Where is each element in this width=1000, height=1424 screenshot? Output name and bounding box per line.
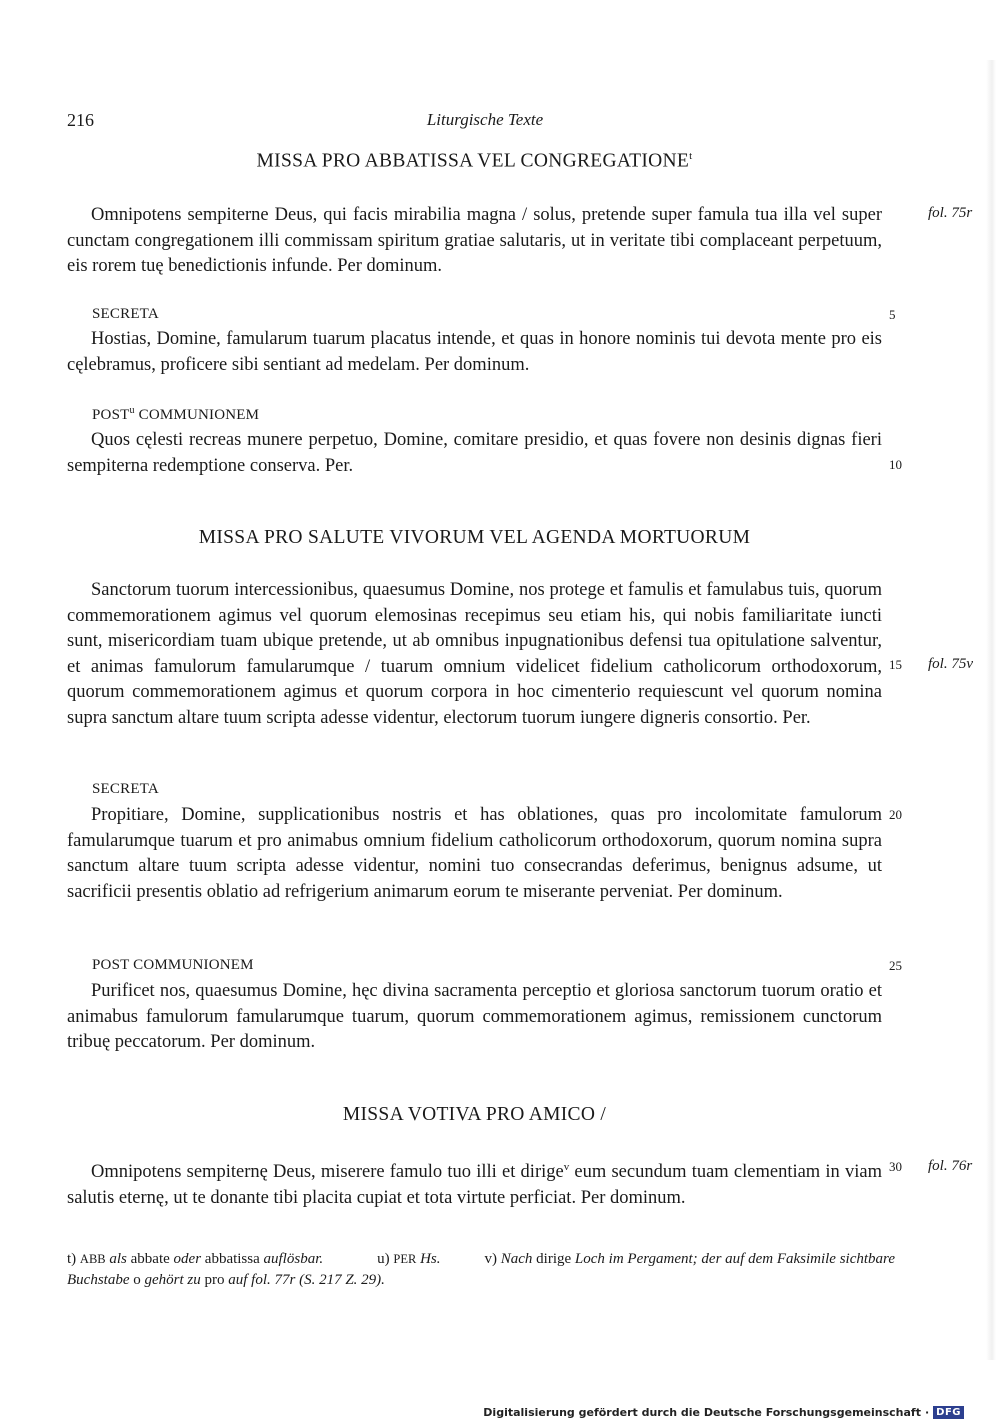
footnote-v: v) Nach dirige Loch im Pergament; der auf dem Faksimile sichtbare Buchstabe o gehört zu pro auf fol. 77r (S. 217 Z. 29). xyxy=(67,1251,895,1288)
section-title-abbatissa: MISSA PRO ABBATISSA VEL CONGREGATIONE$^t$ xyxy=(256,150,693,172)
line-number-30: 30 xyxy=(889,1159,902,1174)
folio-marker-76r: fol. 76r xyxy=(928,1158,973,1174)
line-number-5: 5 xyxy=(889,307,896,322)
secreta-abbatissa: Hostias, Domine, famularum tuarum placatus intende, et quas in honore nominis tui devota mente pro eis cęlebramus, proficere sibi sentiant ad medelam. Per dominum. xyxy=(67,329,882,375)
line-number-10: 10 xyxy=(889,457,902,472)
folio-marker-75v: fol. 75v xyxy=(928,656,973,672)
section-title-salute-vivorum: MISSA PRO SALUTE VIVORUM VEL AGENDA MORTUORUM xyxy=(198,527,751,548)
line-number-25: 25 xyxy=(889,958,902,973)
scan-edge-shadow xyxy=(986,60,996,1360)
folio-marker-75r: fol. 75r xyxy=(928,205,973,221)
prayer-abbatissa: Omnipotens sempiterne Deus, qui facis mirabilia magna / solus, pretende super famula tua illa vel super cunctam congregationem illi commissam spiritum gratiae salutaris, ut in veritate tibi complaceant perpetuum, eis rorem tuę benedictionis infunde. Per dominum. xyxy=(67,205,882,276)
rubric-post-communionem-1: POST$^u$ COMMUNIONEM xyxy=(92,405,260,423)
prayer-salute-vivorum: Sanctorum tuorum intercessionibus, quaesumus Domine, nos protege et famulis et famulabus tuis, quorum commemorationem agimus vel quorum elemosinas recepimus seu etiam his, qui nobis familiaritate iuncti sunt, misericordiam tuam ubique pretende, ut ab omnibus inpugnationibus defensi tua opitulatione salventur, et animas famulorum famularumque / tuarum omnium videlicet fidelium catholicorum orthodoxorum, quorum commemorationem agimus et quorum corpora in hoc cimenterio requiescunt vel quorum nomina supra sanctum altare tuum scripta adesse videntur, electorum tuorum iungere digneris consortio. Per. xyxy=(67,580,882,728)
post-communionem-salute-vivorum: Purificet nos, quaesumus Domine, hęc divina sacramenta perceptio et gloriosa sanctorum tuorum oratio et animabus famulorum famularumque tuarum, quorum commemorationem agimus, remissionem cunctorum tribuę peccatorum. Per dominum. xyxy=(67,981,882,1052)
footnote-mark-t: t xyxy=(689,150,693,162)
post-communionem-abbatissa: Quos cęlesti recreas munere perpetuo, Domine, comitare presidio, et quas fovere non desinis dignas fieri sempiterna redemptione conserva. Per. xyxy=(67,430,882,476)
prayer-votiva-pro-amico: Omnipotens sempiternę Deus, miserere famulo tuo illi et dirige$^v$ eum secundum tuam clementiam in viam salutis eternę, ut te donante tibi placita cupiat et tota virtute perficiat. Per dominum. xyxy=(67,1161,882,1208)
secreta-salute-vivorum: Propitiare, Domine, supplicationibus nostris et has oblationes, quas pro incolomitate famulorum famularumque tuarum et pro animabus omnium fidelium catholicorum orthodoxorum, quorum nomina supra sanctum altare tuum scripta adesse videntur, nomini tuo consecrandas deferimus, benignus adsume, ut sacrificii presentis oblatio ad refrigerium animarum eorum te miserante perveniat. Per dominum. xyxy=(67,805,882,902)
line-number-15: 15 xyxy=(889,657,902,672)
rubric-secreta-2: SECRETA xyxy=(92,781,159,797)
footnote-t: t) ABB als abbate oder abbatissa auflösbar. xyxy=(67,1251,324,1267)
line-number-20: 20 xyxy=(889,807,902,822)
dfg-logo-icon: DFG xyxy=(933,1406,964,1419)
rubric-post-communionem-2: POST COMMUNIONEM xyxy=(92,957,254,973)
page-number: 216 xyxy=(67,110,94,130)
rubric-secreta-1: SECRETA xyxy=(92,306,159,322)
footnote-u: u) PER Hs. xyxy=(377,1251,441,1267)
footnote-mark-v: v xyxy=(563,1161,570,1173)
digitization-credit: Digitalisierung gefördert durch die Deutsche Forschungsgemeinschaft · DFG xyxy=(483,1406,964,1419)
footnotes xyxy=(67,1249,897,1291)
running-head: Liturgische Texte xyxy=(426,110,544,129)
section-title-votiva-pro-amico: MISSA VOTIVA PRO AMICO / xyxy=(342,1104,607,1125)
